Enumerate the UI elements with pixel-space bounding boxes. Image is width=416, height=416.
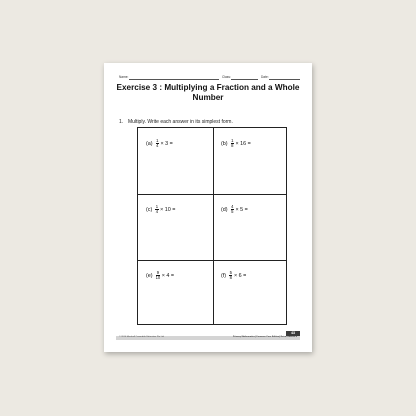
denominator: 10 — [155, 275, 161, 281]
grid-divider-row-1 — [138, 194, 286, 195]
fraction — [231, 139, 234, 149]
problem-c — [146, 205, 175, 215]
numerator: 1 — [231, 138, 234, 143]
fraction — [155, 205, 158, 215]
problem-f — [221, 271, 246, 281]
numerator: 4 — [231, 204, 234, 209]
series-title: Primary Mathematics (Common Core Edition) Extra Practice 4 — [232, 336, 297, 339]
fraction — [229, 271, 232, 281]
numerator: 5 — [229, 270, 232, 275]
denominator: 5 — [231, 209, 234, 215]
fraction — [156, 139, 159, 149]
name-label: Name: — [119, 75, 129, 79]
class-label: Class: — [222, 75, 231, 79]
problem-expression: × 16 = — [235, 140, 251, 147]
problem-grid — [137, 127, 287, 325]
question-instruction — [119, 119, 233, 125]
problem-label: (b) — [221, 140, 228, 147]
denominator: 4 — [155, 209, 159, 215]
copyright-text: © 2014 Marshall Cavendish Education Pte Ltd — [119, 336, 164, 339]
problem-b — [221, 139, 251, 149]
fraction — [156, 271, 161, 281]
question-number: 1. — [119, 119, 124, 125]
numerator: 1 — [155, 204, 159, 209]
problem-expression: × 4 = — [161, 272, 175, 279]
page-number: 43 — [286, 331, 300, 336]
date-line — [269, 79, 300, 80]
problem-d — [221, 205, 248, 215]
problem-label: (f) — [221, 272, 227, 279]
worksheet-page — [104, 63, 312, 352]
grid-divider-row-2 — [138, 260, 286, 261]
problem-label: (d) — [221, 206, 228, 213]
class-line — [231, 79, 258, 80]
instruction-text: Multiply. Write each answer in its simplest form. — [128, 119, 233, 125]
page-footer — [116, 331, 300, 345]
problem-expression: × 5 = — [235, 206, 248, 213]
date-label: Date: — [261, 75, 269, 79]
problem-e — [146, 271, 174, 281]
numerator: 1 — [156, 138, 159, 143]
numerator: 9 — [156, 270, 160, 275]
problem-label: (e) — [146, 272, 153, 279]
problem-expression: × 6 = — [233, 272, 247, 279]
exercise-title: Exercise 3 : Multiplying a Fraction and a Whole Number — [116, 83, 300, 102]
grid-divider-vertical — [213, 128, 214, 324]
denominator: 8 — [231, 143, 234, 149]
problem-label: (c) — [146, 206, 153, 213]
problem-a — [146, 139, 173, 149]
problem-expression: × 3 = — [160, 140, 173, 147]
fraction — [231, 205, 234, 215]
problem-label: (a) — [146, 140, 153, 147]
denominator: 8 — [229, 275, 232, 281]
denominator: 4 — [156, 143, 159, 149]
student-info-header — [119, 75, 300, 83]
problem-expression: × 10 = — [160, 206, 176, 213]
name-line — [129, 79, 219, 80]
